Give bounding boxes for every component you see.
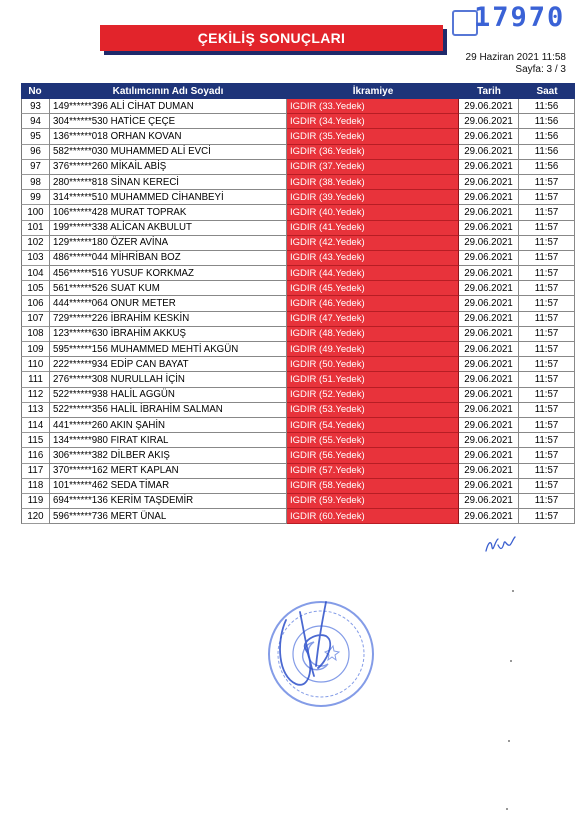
draw-time: 11:57 — [519, 327, 575, 342]
prize-cell: IGDIR (34.Yedek) — [287, 114, 459, 129]
prize-cell: IGDIR (58.Yedek) — [287, 479, 459, 494]
participant-name: 314******510 MUHAMMED CİHANBEYİ — [49, 190, 287, 205]
official-seal-stamp — [256, 592, 386, 714]
participant-name: 522******356 HALİL İBRAHİM SALMAN — [49, 403, 287, 418]
participant-name: 304******530 HATİCE ÇEÇE — [49, 114, 287, 129]
table-row — [21, 418, 575, 433]
draw-time: 11:57 — [519, 205, 575, 220]
draw-time: 11:57 — [519, 342, 575, 357]
row-number: 95 — [21, 129, 49, 144]
page-title-banner — [100, 25, 443, 51]
draw-time: 11:57 — [519, 296, 575, 311]
table-row — [21, 160, 575, 175]
prize-cell: IGDIR (52.Yedek) — [287, 388, 459, 403]
prize-cell: IGDIR (43.Yedek) — [287, 251, 459, 266]
prize-cell: IGDIR (50.Yedek) — [287, 357, 459, 372]
table-row — [21, 494, 575, 509]
draw-date: 29.06.2021 — [459, 357, 519, 372]
participant-name: 596******736 MERT ÜNAL — [49, 509, 287, 524]
page-title: ÇEKİLİŞ SONUÇLARI — [197, 30, 346, 46]
draw-date: 29.06.2021 — [459, 418, 519, 433]
table-row — [21, 175, 575, 190]
draw-time: 11:56 — [519, 114, 575, 129]
participant-name: 441******260 AKIN ŞAHİN — [49, 418, 287, 433]
table-row — [21, 221, 575, 236]
draw-date: 29.06.2021 — [459, 251, 519, 266]
table-row — [21, 479, 575, 494]
draw-time: 11:57 — [519, 403, 575, 418]
prize-cell: IGDIR (39.Yedek) — [287, 190, 459, 205]
handwritten-initials — [482, 533, 522, 555]
draw-time: 11:57 — [519, 236, 575, 251]
prize-cell: IGDIR (40.Yedek) — [287, 205, 459, 220]
draw-date: 29.06.2021 — [459, 281, 519, 296]
table-row — [21, 236, 575, 251]
row-number: 118 — [21, 479, 49, 494]
table-row — [21, 509, 575, 524]
table-row — [21, 205, 575, 220]
prize-cell: IGDIR (51.Yedek) — [287, 372, 459, 387]
prize-cell: IGDIR (33.Yedek) — [287, 99, 459, 114]
participant-name: 134******980 FIRAT KIRAL — [49, 433, 287, 448]
row-number: 104 — [21, 266, 49, 281]
prize-cell: IGDIR (48.Yedek) — [287, 327, 459, 342]
draw-date: 29.06.2021 — [459, 464, 519, 479]
participant-name: 561******526 SUAT KUM — [49, 281, 287, 296]
participant-name: 522******938 HALİL AGGÜN — [49, 388, 287, 403]
column-header-name: Katılımcının Adı Soyadı — [49, 83, 287, 99]
table-row — [21, 448, 575, 463]
document-number-stamp — [452, 2, 586, 38]
row-number: 102 — [21, 236, 49, 251]
row-number: 114 — [21, 418, 49, 433]
prize-cell: IGDIR (54.Yedek) — [287, 418, 459, 433]
draw-time: 11:57 — [519, 388, 575, 403]
row-number: 120 — [21, 509, 49, 524]
scan-speck — [506, 808, 508, 810]
participant-name: 129******180 ÖZER AVİNA — [49, 236, 287, 251]
table-row — [21, 129, 575, 144]
participant-name: 280******818 SİNAN KERECİ — [49, 175, 287, 190]
table-row — [21, 281, 575, 296]
draw-time: 11:57 — [519, 464, 575, 479]
row-number: 109 — [21, 342, 49, 357]
participant-name: 486******044 MİHRİBAN BOZ — [49, 251, 287, 266]
draw-time: 11:57 — [519, 448, 575, 463]
prize-cell: IGDIR (55.Yedek) — [287, 433, 459, 448]
draw-date: 29.06.2021 — [459, 479, 519, 494]
draw-date: 29.06.2021 — [459, 145, 519, 160]
participant-name: 444******064 ONUR METER — [49, 296, 287, 311]
prize-cell: IGDIR (36.Yedek) — [287, 145, 459, 160]
row-number: 119 — [21, 494, 49, 509]
scan-speck — [508, 740, 510, 742]
draw-time: 11:57 — [519, 372, 575, 387]
draw-time: 11:57 — [519, 312, 575, 327]
prize-cell: IGDIR (46.Yedek) — [287, 296, 459, 311]
table-row — [21, 372, 575, 387]
draw-date: 29.06.2021 — [459, 509, 519, 524]
column-header-time: Saat — [519, 83, 575, 99]
prize-cell: IGDIR (60.Yedek) — [287, 509, 459, 524]
participant-name: 729******226 İBRAHİM KESKİN — [49, 312, 287, 327]
draw-date: 29.06.2021 — [459, 388, 519, 403]
participant-name: 582******030 MUHAMMED ALİ EVCİ — [49, 145, 287, 160]
draw-time: 11:56 — [519, 99, 575, 114]
prize-cell: IGDIR (35.Yedek) — [287, 129, 459, 144]
draw-time: 11:57 — [519, 175, 575, 190]
table-row — [21, 388, 575, 403]
draw-time: 11:57 — [519, 494, 575, 509]
table-body — [21, 99, 575, 524]
row-number: 94 — [21, 114, 49, 129]
table-row — [21, 464, 575, 479]
table-row — [21, 357, 575, 372]
scan-speck — [510, 660, 512, 662]
draw-date: 29.06.2021 — [459, 205, 519, 220]
draw-date: 29.06.2021 — [459, 327, 519, 342]
prize-cell: IGDIR (47.Yedek) — [287, 312, 459, 327]
table-header-row — [21, 83, 575, 99]
row-number: 105 — [21, 281, 49, 296]
participant-name: 370******162 MERT KAPLAN — [49, 464, 287, 479]
draw-date: 29.06.2021 — [459, 372, 519, 387]
draw-date: 29.06.2021 — [459, 342, 519, 357]
table-row — [21, 403, 575, 418]
row-number: 97 — [21, 160, 49, 175]
row-number: 115 — [21, 433, 49, 448]
row-number: 100 — [21, 205, 49, 220]
row-number: 99 — [21, 190, 49, 205]
row-number: 103 — [21, 251, 49, 266]
participant-name: 595******156 MUHAMMED MEHTİ AKGÜN — [49, 342, 287, 357]
draw-date: 29.06.2021 — [459, 129, 519, 144]
row-number: 113 — [21, 403, 49, 418]
table-row — [21, 342, 575, 357]
participant-name: 276******308 NURULLAH İÇİN — [49, 372, 287, 387]
draw-date: 29.06.2021 — [459, 114, 519, 129]
row-number: 112 — [21, 388, 49, 403]
draw-date: 29.06.2021 — [459, 296, 519, 311]
prize-cell: IGDIR (42.Yedek) — [287, 236, 459, 251]
draw-date: 29.06.2021 — [459, 236, 519, 251]
draw-time: 11:57 — [519, 251, 575, 266]
draw-time: 11:57 — [519, 281, 575, 296]
table-row — [21, 190, 575, 205]
row-number: 98 — [21, 175, 49, 190]
participant-name: 106******428 MURAT TOPRAK — [49, 205, 287, 220]
row-number: 93 — [21, 99, 49, 114]
table-row — [21, 99, 575, 114]
draw-time: 11:56 — [519, 129, 575, 144]
prize-cell: IGDIR (38.Yedek) — [287, 175, 459, 190]
draw-date: 29.06.2021 — [459, 448, 519, 463]
prize-cell: IGDIR (41.Yedek) — [287, 221, 459, 236]
print-date-time: 29 Haziran 2021 11:58 — [465, 52, 566, 63]
prize-cell: IGDIR (45.Yedek) — [287, 281, 459, 296]
prize-cell: IGDIR (57.Yedek) — [287, 464, 459, 479]
table-row — [21, 327, 575, 342]
draw-time: 11:57 — [519, 266, 575, 281]
row-number: 108 — [21, 327, 49, 342]
row-number: 111 — [21, 372, 49, 387]
prize-cell: IGDIR (56.Yedek) — [287, 448, 459, 463]
table-row — [21, 433, 575, 448]
draw-date: 29.06.2021 — [459, 175, 519, 190]
row-number: 107 — [21, 312, 49, 327]
table-row — [21, 251, 575, 266]
results-table — [21, 83, 575, 524]
participant-name: 149******396 ALİ CİHAT DUMAN — [49, 99, 287, 114]
draw-time: 11:57 — [519, 357, 575, 372]
draw-date: 29.06.2021 — [459, 312, 519, 327]
row-number: 117 — [21, 464, 49, 479]
table-row — [21, 114, 575, 129]
row-number: 106 — [21, 296, 49, 311]
participant-name: 222******934 EDİP CAN BAYAT — [49, 357, 287, 372]
participant-name: 136******018 ORHAN KOVAN — [49, 129, 287, 144]
row-number: 101 — [21, 221, 49, 236]
draw-time: 11:57 — [519, 479, 575, 494]
draw-time: 11:57 — [519, 418, 575, 433]
draw-time: 11:57 — [519, 221, 575, 236]
row-number: 116 — [21, 448, 49, 463]
row-number: 110 — [21, 357, 49, 372]
column-header-no: No — [21, 83, 49, 99]
participant-name: 306******382 DİLBER AKIŞ — [49, 448, 287, 463]
draw-time: 11:57 — [519, 509, 575, 524]
draw-time: 11:57 — [519, 190, 575, 205]
draw-date: 29.06.2021 — [459, 433, 519, 448]
prize-cell: IGDIR (49.Yedek) — [287, 342, 459, 357]
column-header-date: Tarih — [459, 83, 519, 99]
stamp-number: 17970 — [474, 2, 566, 33]
table-row — [21, 145, 575, 160]
table-row — [21, 296, 575, 311]
participant-name: 101******462 SEDA TİMAR — [49, 479, 287, 494]
draw-date: 29.06.2021 — [459, 494, 519, 509]
participant-name: 123******630 İBRAHİM AKKUŞ — [49, 327, 287, 342]
participant-name: 199******338 ALİCAN AKBULUT — [49, 221, 287, 236]
draw-time: 11:57 — [519, 433, 575, 448]
draw-time: 11:56 — [519, 160, 575, 175]
draw-date: 29.06.2021 — [459, 99, 519, 114]
scan-speck — [512, 590, 514, 592]
draw-time: 11:56 — [519, 145, 575, 160]
participant-name: 456******516 YUSUF KORKMAZ — [49, 266, 287, 281]
participant-name: 376******260 MİKAİL ABİŞ — [49, 160, 287, 175]
prize-cell: IGDIR (53.Yedek) — [287, 403, 459, 418]
table-row — [21, 312, 575, 327]
draw-date: 29.06.2021 — [459, 190, 519, 205]
draw-date: 29.06.2021 — [459, 221, 519, 236]
draw-date: 29.06.2021 — [459, 403, 519, 418]
column-header-prize: İkramiye — [287, 83, 459, 99]
table-row — [21, 266, 575, 281]
page-number: Sayfa: 3 / 3 — [515, 64, 566, 75]
prize-cell: IGDIR (59.Yedek) — [287, 494, 459, 509]
participant-name: 694******136 KERİM TAŞDEMİR — [49, 494, 287, 509]
row-number: 96 — [21, 145, 49, 160]
prize-cell: IGDIR (37.Yedek) — [287, 160, 459, 175]
draw-date: 29.06.2021 — [459, 266, 519, 281]
draw-date: 29.06.2021 — [459, 160, 519, 175]
prize-cell: IGDIR (44.Yedek) — [287, 266, 459, 281]
